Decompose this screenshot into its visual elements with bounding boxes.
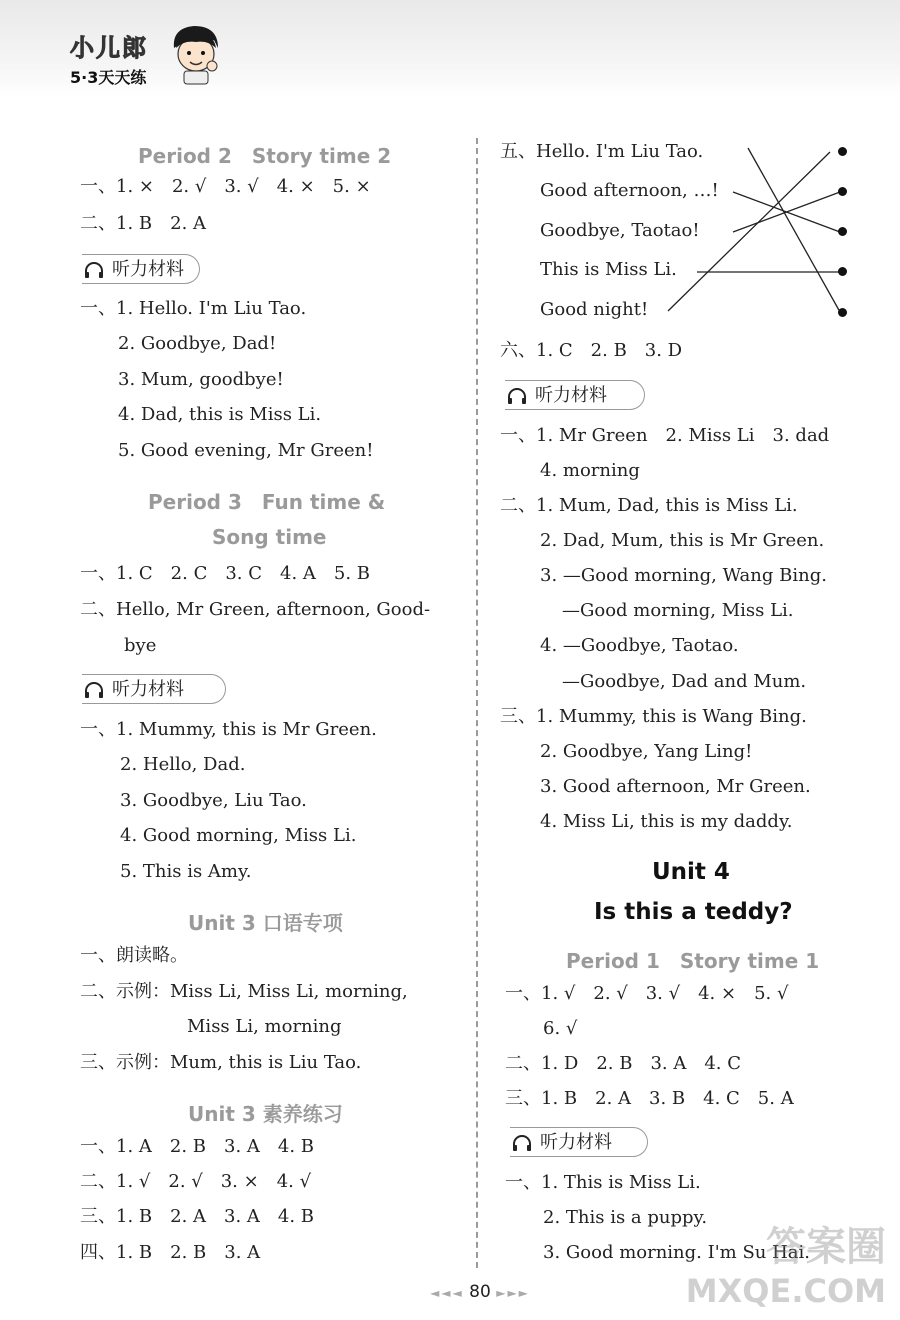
transcript-row: 三、1. Mummy, this is Wang Bing. — [500, 706, 807, 727]
match-item: Good afternoon, …! — [540, 180, 719, 201]
transcript-row: 一、1. Hello. I'm Liu Tao. — [80, 298, 307, 319]
page-number: ◄◄◄ 80 ►►► — [430, 1282, 530, 1302]
transcript-row: 4. Dad, this is Miss Li. — [118, 404, 322, 425]
listening-material-label: 听力材料 — [82, 674, 226, 704]
brand-title: 小儿郎 — [70, 34, 148, 62]
answer-row: 二、1. √ 2. √ 3. × 4. √ — [80, 1171, 312, 1192]
transcript-row: 5. Good evening, Mr Green! — [118, 440, 374, 461]
section-title: Song time — [212, 525, 327, 549]
transcript-row: —Good morning, Miss Li. — [562, 600, 794, 621]
transcript-row: —Goodbye, Dad and Mum. — [562, 671, 807, 692]
answer-row: 一、1. × 2. √ 3. √ 4. × 5. × — [80, 176, 371, 197]
unit-title: Unit 4 — [652, 859, 730, 885]
answer-row: 一、朗读略。 — [80, 945, 188, 966]
headphones-icon — [507, 387, 527, 405]
match-item: This is Miss Li. — [540, 259, 677, 280]
transcript-row: 4. morning — [540, 460, 640, 481]
transcript-row: 3. Mum, goodbye! — [118, 369, 284, 390]
match-dot — [838, 147, 847, 156]
match-dot — [838, 308, 847, 317]
answer-row: 二、示例：Miss Li, Miss Li, morning, — [80, 981, 408, 1002]
answer-row: 六、1. C 2. B 3. D — [500, 340, 683, 361]
transcript-row: 4. —Goodbye, Taotao. — [540, 635, 739, 656]
answer-row: bye — [124, 635, 157, 656]
section-title: Unit 3 素养练习 — [188, 1102, 343, 1126]
transcript-row: 2. Goodbye, Dad! — [118, 333, 277, 354]
answer-row: 二、1. D 2. B 3. A 4. C — [505, 1053, 742, 1074]
answer-row: 三、1. B 2. A 3. B 4. C 5. A — [505, 1088, 794, 1109]
transcript-row: 一、1. Mummy, this is Mr Green. — [80, 719, 377, 740]
unit-subtitle: Is this a teddy? — [594, 899, 793, 925]
answer-row: 三、示例：Mum, this is Liu Tao. — [80, 1052, 362, 1073]
transcript-row: 3. —Good morning, Wang Bing. — [540, 565, 827, 586]
match-item: Goodbye, Taotao! — [540, 220, 700, 241]
brand-subtitle: 5·3天天练 — [70, 68, 147, 87]
transcript-row: 3. Good morning. I'm Su Hai. — [543, 1242, 811, 1263]
match-dot — [838, 227, 847, 236]
transcript-row: 2. Dad, Mum, this is Mr Green. — [540, 530, 825, 551]
answer-row: 6. √ — [543, 1018, 578, 1039]
transcript-row: 5. This is Amy. — [120, 861, 252, 882]
answer-row: 四、1. B 2. B 3. A — [80, 1242, 261, 1263]
section-title: Period 2 Story time 2 — [138, 144, 392, 168]
watermark: 答案圈 MXQE.COM — [685, 1224, 886, 1310]
section-title: Period 1 Story time 1 — [566, 949, 820, 973]
section-title: Period 3 Fun time & — [148, 490, 386, 514]
matching-lines — [0, 0, 900, 400]
answer-row: 二、Hello, Mr Green, afternoon, Good- — [80, 599, 431, 620]
listening-material-label: 听力材料 — [82, 254, 200, 284]
transcript-row: 二、1. Mum, Dad, this is Miss Li. — [500, 495, 798, 516]
transcript-row: 2. Goodbye, Yang Ling! — [540, 741, 753, 762]
answer-row: 一、1. A 2. B 3. A 4. B — [80, 1136, 315, 1157]
answer-row: 二、1. B 2. A — [80, 213, 207, 234]
answer-row: Miss Li, morning — [187, 1016, 342, 1037]
headphones-icon — [84, 681, 104, 699]
answer-row: 一、1. C 2. C 3. C 4. A 5. B — [80, 563, 371, 584]
answer-row: 一、1. √ 2. √ 3. √ 4. × 5. √ — [505, 983, 789, 1004]
transcript-row: 4. Good morning, Miss Li. — [120, 825, 357, 846]
transcript-row: 2. Hello, Dad. — [120, 754, 246, 775]
transcript-row: 3. Goodbye, Liu Tao. — [120, 790, 307, 811]
section-title: Unit 3 口语专项 — [188, 911, 343, 935]
listening-material-label: 听力材料 — [505, 380, 645, 410]
listening-material-label: 听力材料 — [510, 1127, 648, 1157]
transcript-row: 2. This is a puppy. — [543, 1207, 708, 1228]
answer-row: 三、1. B 2. A 3. A 4. B — [80, 1206, 315, 1227]
match-item: 五、Hello. I'm Liu Tao. — [500, 141, 704, 162]
transcript-row: 4. Miss Li, this is my daddy. — [540, 811, 793, 832]
transcript-row: 一、1. This is Miss Li. — [505, 1172, 701, 1193]
match-dot — [838, 267, 847, 276]
match-dot — [838, 187, 847, 196]
headphones-icon — [512, 1134, 532, 1152]
transcript-row: 3. Good afternoon, Mr Green. — [540, 776, 811, 797]
transcript-row: 一、1. Mr Green 2. Miss Li 3. dad — [500, 425, 830, 446]
match-item: Good night! — [540, 299, 649, 320]
